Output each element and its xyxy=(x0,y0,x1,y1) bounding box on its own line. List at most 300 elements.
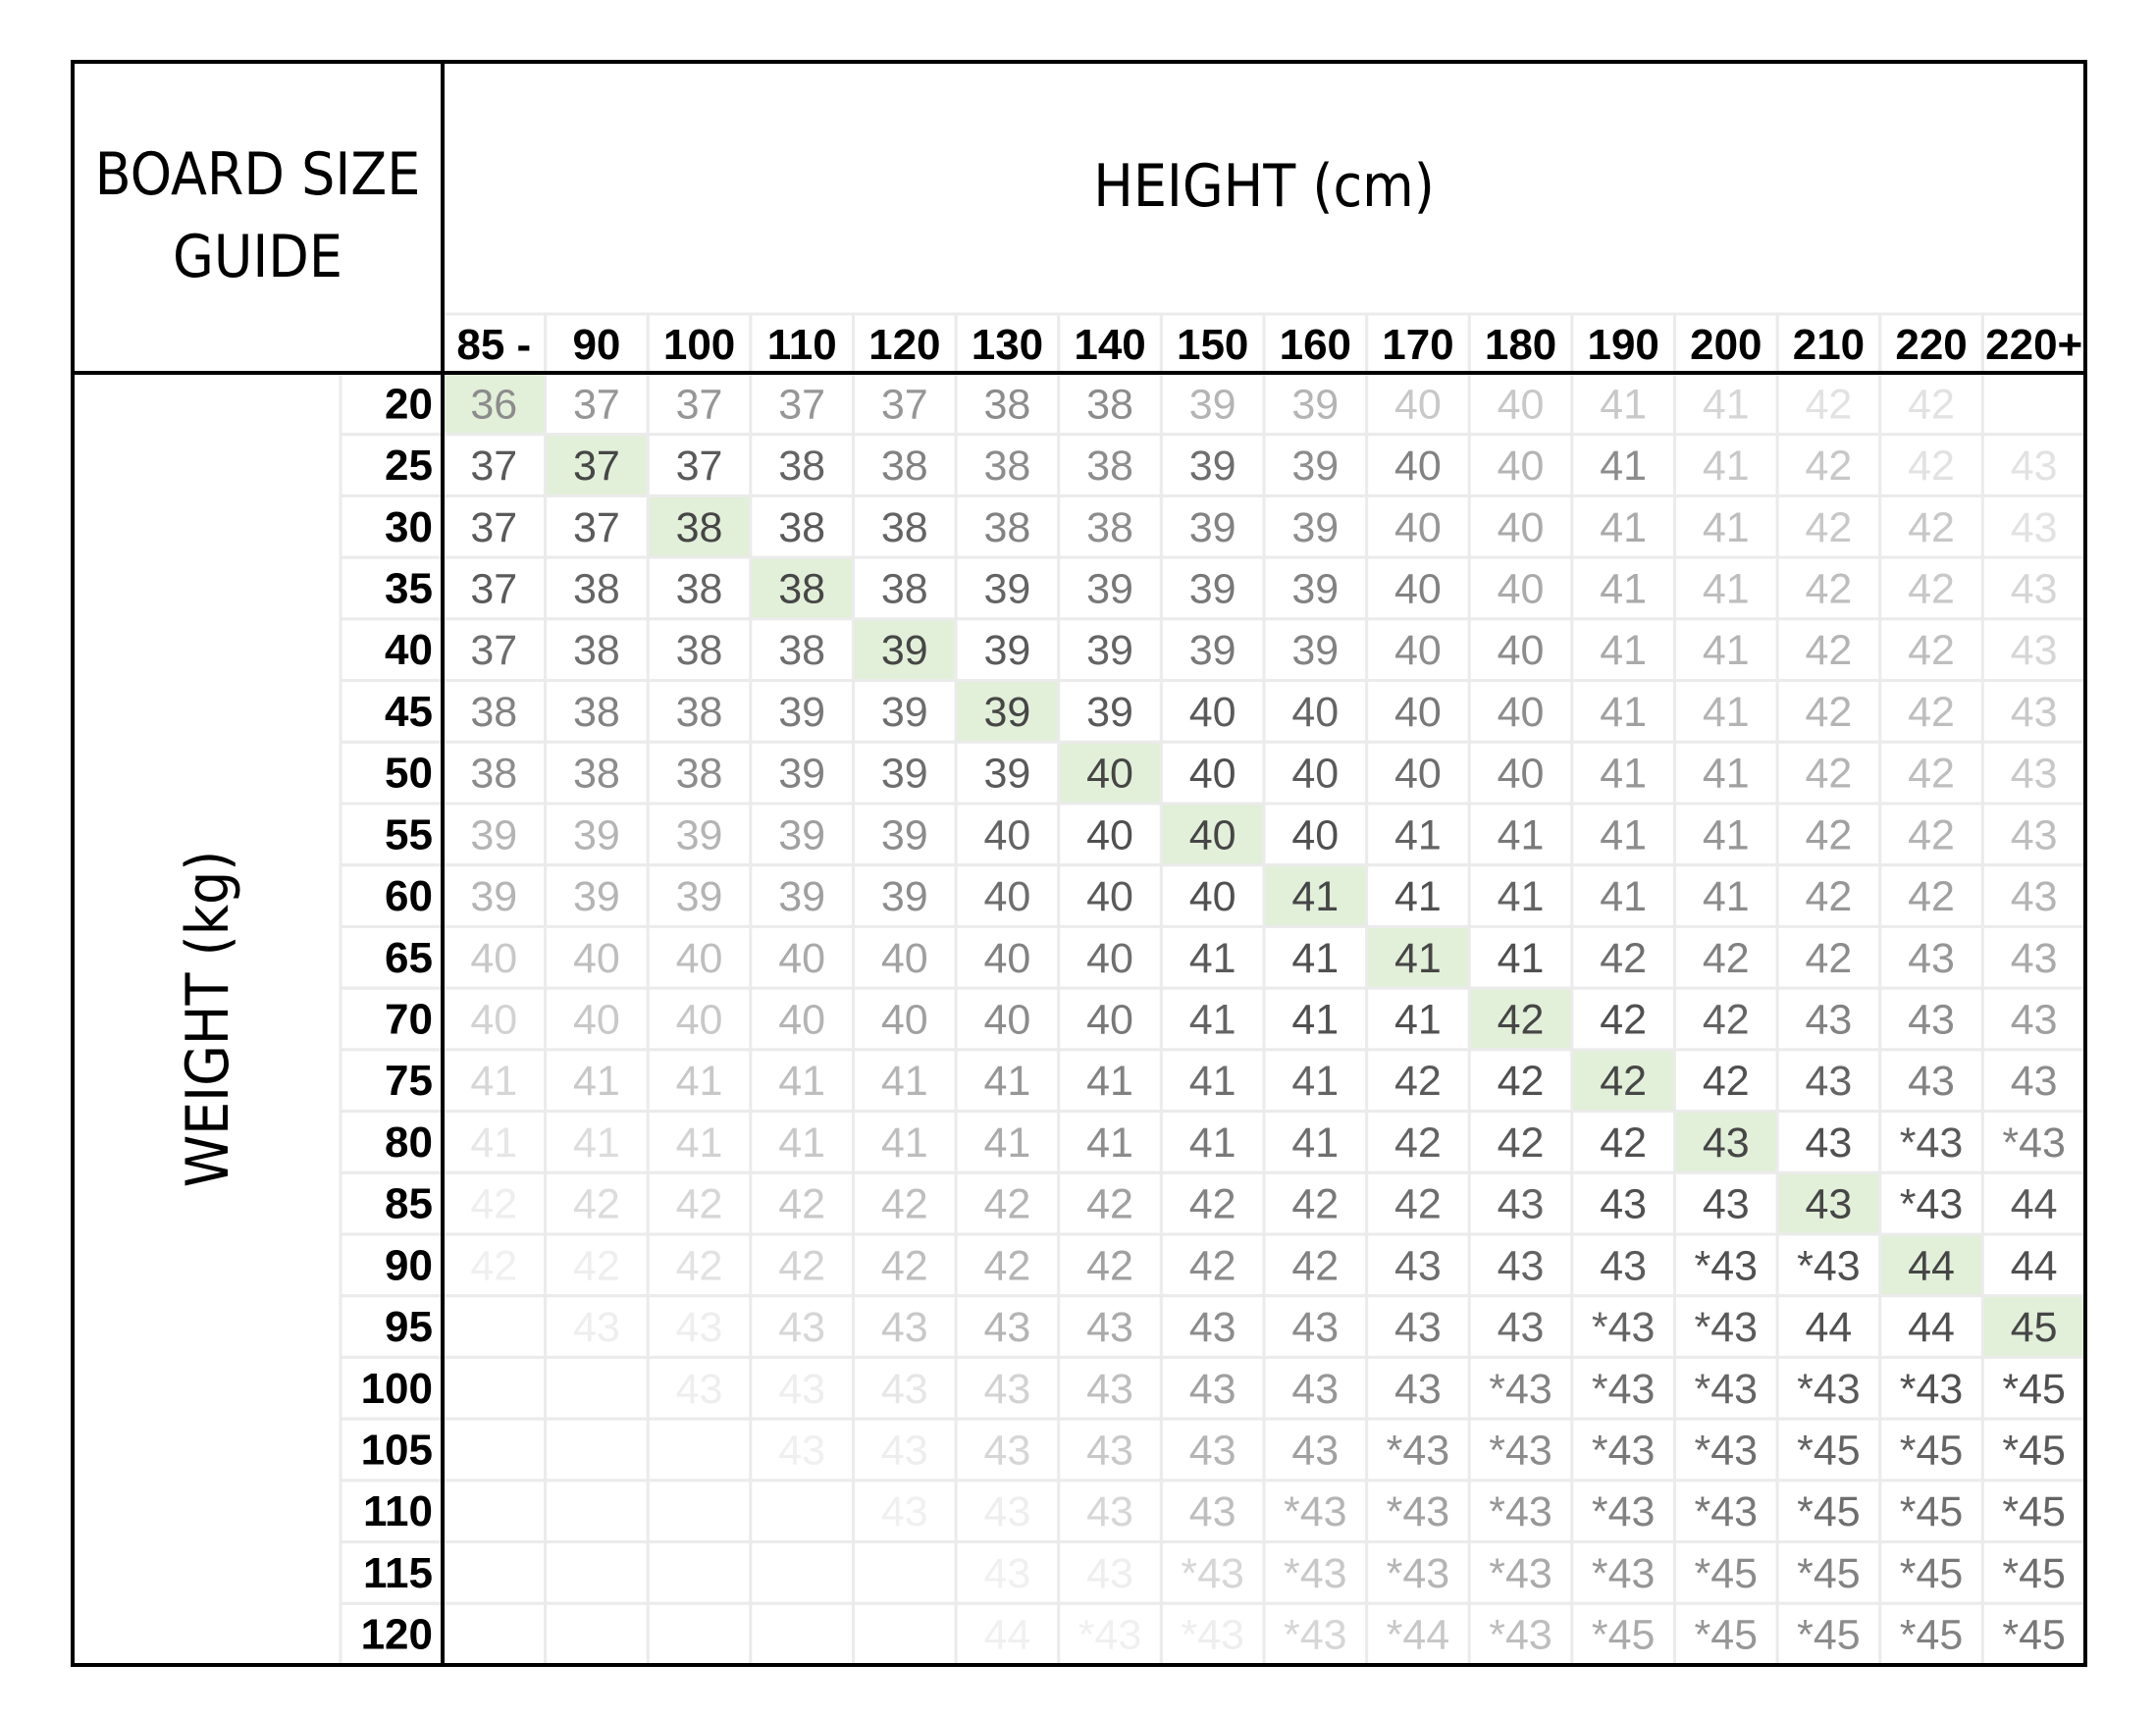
cell-value: 37 xyxy=(470,627,518,675)
cell-value: *45 xyxy=(2002,1427,2066,1475)
cell-value: 43 xyxy=(573,1304,620,1352)
cell-value: 38 xyxy=(675,627,723,675)
cell-value: *45 xyxy=(1797,1427,1861,1475)
cell-value: 38 xyxy=(675,503,723,551)
cell-value: 40 xyxy=(1291,750,1340,798)
cell-value: *43 xyxy=(1284,1488,1347,1536)
cell-value: 40 xyxy=(1497,688,1545,736)
cell-value: 37 xyxy=(470,442,518,491)
cell-value: 42 xyxy=(1908,750,1955,798)
cell-value: 43 xyxy=(1805,1058,1853,1106)
cell-value: 38 xyxy=(880,565,928,613)
cell-value: 42 xyxy=(573,1242,620,1290)
row-header: 55 xyxy=(385,810,433,859)
column-header: 90 xyxy=(572,321,621,369)
cell-value: 41 xyxy=(1600,627,1648,675)
table-cell-bg xyxy=(1982,373,2085,435)
cell-value: 44 xyxy=(983,1611,1031,1659)
cell-value: *45 xyxy=(2002,1549,2066,1597)
column-header: 120 xyxy=(868,321,941,369)
cell-value: 40 xyxy=(1497,750,1545,798)
cell-value: *45 xyxy=(1899,1549,1964,1597)
cell-value: *43 xyxy=(1078,1611,1142,1659)
cell-value: 37 xyxy=(778,381,826,429)
cell-value: 43 xyxy=(1497,1304,1545,1352)
cell-value: 40 xyxy=(573,934,620,982)
cell-value: 42 xyxy=(1086,1180,1133,1228)
cell-value: 37 xyxy=(675,442,723,491)
cell-value: 44 xyxy=(2010,1180,2058,1228)
cell-value: 41 xyxy=(1086,1118,1133,1167)
cell-value: 43 xyxy=(675,1365,723,1413)
cell-value: 41 xyxy=(1600,811,1648,859)
cell-value: 39 xyxy=(1188,565,1236,613)
cell-value: 38 xyxy=(675,688,723,736)
cell-value: 39 xyxy=(1291,565,1340,613)
column-header: 100 xyxy=(662,321,736,369)
cell-value: 42 xyxy=(1291,1242,1340,1290)
cell-value: 39 xyxy=(1291,503,1340,551)
row-header: 110 xyxy=(363,1487,433,1536)
cell-value: *43 xyxy=(1694,1304,1759,1352)
cell-value: 37 xyxy=(573,442,620,491)
cell-value: 43 xyxy=(2010,811,2058,859)
cell-value: *43 xyxy=(1284,1611,1347,1659)
cell-value: 41 xyxy=(1086,1058,1133,1106)
title-line-2: GUIDE xyxy=(173,223,342,291)
cell-value: 43 xyxy=(1805,996,1853,1044)
cell-value: 39 xyxy=(778,811,826,859)
cell-value: 41 xyxy=(1291,1118,1340,1167)
cell-value: 42 xyxy=(1908,381,1955,429)
cell-value: 39 xyxy=(675,811,723,859)
row-header: 100 xyxy=(360,1364,433,1413)
cell-value: 41 xyxy=(1702,873,1750,921)
cell-value: 42 xyxy=(470,1180,518,1228)
cell-value: 41 xyxy=(1600,442,1648,491)
cell-value: 40 xyxy=(1497,442,1545,491)
cell-value: 37 xyxy=(573,381,620,429)
row-header: 75 xyxy=(385,1057,433,1106)
cell-value: 42 xyxy=(1805,503,1853,551)
cell-value: 41 xyxy=(1600,381,1648,429)
cell-value: 39 xyxy=(675,873,723,921)
cell-value: 38 xyxy=(778,503,826,551)
cell-value: 38 xyxy=(573,627,620,675)
cell-value: 42 xyxy=(1086,1242,1133,1290)
cell-value: 40 xyxy=(470,996,518,1044)
cell-value: 42 xyxy=(1600,1118,1648,1167)
cell-value: 42 xyxy=(573,1180,620,1228)
cell-value: 42 xyxy=(675,1242,723,1290)
cell-value: 39 xyxy=(573,811,620,859)
cell-value: 43 xyxy=(1086,1427,1133,1475)
cell-value: 39 xyxy=(1188,627,1236,675)
table-cell-bg xyxy=(751,1603,854,1665)
cell-value: 41 xyxy=(1600,873,1648,921)
row-header: 50 xyxy=(385,749,433,798)
cell-value: 37 xyxy=(880,381,928,429)
cell-value: 41 xyxy=(1702,442,1750,491)
cell-value: 43 xyxy=(2010,750,2058,798)
cell-value: 41 xyxy=(778,1058,826,1106)
cell-value: *43 xyxy=(1489,1611,1552,1659)
cell-value: 40 xyxy=(983,996,1031,1044)
cell-value: 43 xyxy=(983,1365,1031,1413)
cell-value: 38 xyxy=(573,750,620,798)
cell-value: *45 xyxy=(2002,1611,2066,1659)
cell-value: 41 xyxy=(1702,503,1750,551)
cell-value: 38 xyxy=(1086,381,1133,429)
cell-value: 41 xyxy=(1188,934,1236,982)
cell-value: 42 xyxy=(1908,442,1955,491)
cell-value: *43 xyxy=(1591,1427,1656,1475)
row-header: 115 xyxy=(363,1548,433,1597)
row-header: 40 xyxy=(385,626,433,675)
cell-value: 42 xyxy=(1497,996,1545,1044)
cell-value: 41 xyxy=(1702,688,1750,736)
cell-value: 42 xyxy=(1497,1118,1545,1167)
cell-value: 38 xyxy=(983,503,1031,551)
cell-value: 41 xyxy=(470,1058,518,1106)
cell-value: *43 xyxy=(1181,1549,1244,1597)
cell-value: 38 xyxy=(573,565,620,613)
cell-value: 41 xyxy=(880,1118,928,1167)
cell-value: 40 xyxy=(983,811,1031,859)
row-header: 25 xyxy=(385,442,433,491)
cell-value: 41 xyxy=(1188,1118,1236,1167)
cell-value: 41 xyxy=(1702,627,1750,675)
cell-value: 38 xyxy=(778,442,826,491)
cell-value: 40 xyxy=(675,934,723,982)
cell-value: 40 xyxy=(880,934,928,982)
cell-value: 43 xyxy=(1702,1180,1750,1228)
cell-value: *43 xyxy=(1489,1365,1552,1413)
row-header: 105 xyxy=(360,1426,433,1475)
cell-value: 43 xyxy=(880,1488,928,1536)
cell-value: 43 xyxy=(983,1427,1031,1475)
cell-value: 38 xyxy=(880,503,928,551)
cell-value: 42 xyxy=(1600,1058,1648,1106)
cell-value: 39 xyxy=(1188,503,1236,551)
cell-value: 43 xyxy=(880,1427,928,1475)
cell-value: 38 xyxy=(470,750,518,798)
cell-value: 43 xyxy=(983,1304,1031,1352)
cell-value: 42 xyxy=(983,1242,1031,1290)
cell-value: *45 xyxy=(1694,1611,1759,1659)
cell-value: 40 xyxy=(1086,811,1133,859)
cell-value: 41 xyxy=(1702,750,1750,798)
cell-value: 41 xyxy=(880,1058,928,1106)
column-header: 180 xyxy=(1484,321,1557,369)
cell-value: 42 xyxy=(1805,750,1853,798)
table-cell-bg xyxy=(546,1603,649,1665)
cell-value: *45 xyxy=(1694,1549,1759,1597)
cell-value: 42 xyxy=(880,1242,928,1290)
cell-value: *43 xyxy=(1386,1427,1450,1475)
cell-value: 39 xyxy=(983,688,1031,736)
cell-value: *45 xyxy=(1797,1488,1861,1536)
table-cell-bg xyxy=(546,1357,649,1419)
cell-value: 41 xyxy=(1291,934,1340,982)
cell-value: 42 xyxy=(1805,627,1853,675)
cell-value: 43 xyxy=(2010,503,2058,551)
cell-value: 40 xyxy=(1394,627,1442,675)
cell-value: *43 xyxy=(1694,1427,1759,1475)
table-cell-bg xyxy=(546,1419,649,1481)
cell-value: 39 xyxy=(1291,627,1340,675)
row-header: 85 xyxy=(385,1179,433,1228)
table-cell-bg xyxy=(854,1542,957,1604)
cell-value: 43 xyxy=(1188,1488,1236,1536)
cell-value: 43 xyxy=(778,1427,826,1475)
cell-value: 40 xyxy=(1086,873,1133,921)
column-header: 200 xyxy=(1690,321,1762,369)
cell-value: 39 xyxy=(470,811,518,859)
cell-value: 43 xyxy=(1086,1365,1133,1413)
column-header: 190 xyxy=(1587,321,1659,369)
cell-value: *44 xyxy=(1386,1611,1450,1659)
cell-value: 43 xyxy=(1908,934,1955,982)
cell-value: 40 xyxy=(470,934,518,982)
cell-value: 41 xyxy=(1394,996,1442,1044)
column-header: 220 xyxy=(1895,321,1968,369)
row-header: 80 xyxy=(385,1118,433,1167)
cell-value: 40 xyxy=(1188,811,1236,859)
cell-value: 43 xyxy=(983,1488,1031,1536)
cell-value: *45 xyxy=(1899,1488,1964,1536)
cell-value: 42 xyxy=(675,1180,723,1228)
cell-value: 42 xyxy=(1394,1058,1442,1106)
row-header: 60 xyxy=(385,872,433,921)
cell-value: 39 xyxy=(470,873,518,921)
cell-value: *43 xyxy=(1797,1242,1861,1290)
cell-value: *43 xyxy=(1899,1118,1964,1167)
cell-value: 37 xyxy=(573,503,620,551)
cell-value: 39 xyxy=(880,750,928,798)
cell-value: 41 xyxy=(1291,996,1340,1044)
cell-value: 42 xyxy=(1291,1180,1340,1228)
cell-value: 42 xyxy=(1908,873,1955,921)
cell-value: 41 xyxy=(1291,873,1340,921)
cell-value: *43 xyxy=(1386,1488,1450,1536)
cell-value: 39 xyxy=(1086,565,1133,613)
cell-value: 43 xyxy=(675,1304,723,1352)
cell-value: 43 xyxy=(1188,1365,1236,1413)
cell-value: 42 xyxy=(1805,811,1853,859)
cell-value: 41 xyxy=(675,1118,723,1167)
table-cell-bg xyxy=(648,1603,751,1665)
cell-value: 38 xyxy=(675,565,723,613)
cell-value: *43 xyxy=(1797,1365,1861,1413)
cell-value: 43 xyxy=(1702,1118,1750,1167)
cell-value: 40 xyxy=(1497,565,1545,613)
cell-value: 42 xyxy=(1702,934,1750,982)
cell-value: 43 xyxy=(2010,1058,2058,1106)
cell-value: 44 xyxy=(1908,1304,1955,1352)
cell-value: 43 xyxy=(1908,996,1955,1044)
cell-value: 42 xyxy=(1600,934,1648,982)
cell-value: 40 xyxy=(983,934,1031,982)
cell-value: 40 xyxy=(778,996,826,1044)
table-cell-bg xyxy=(648,1542,751,1604)
row-header: 90 xyxy=(385,1241,433,1290)
cell-value: 43 xyxy=(2010,873,2058,921)
cell-value: *43 xyxy=(1489,1488,1552,1536)
cell-value: 40 xyxy=(1086,996,1133,1044)
cell-value: 41 xyxy=(1394,934,1442,982)
cell-value: 42 xyxy=(1702,996,1750,1044)
cell-value: 43 xyxy=(2010,934,2058,982)
cell-value: *43 xyxy=(1284,1549,1347,1597)
cell-value: 38 xyxy=(470,688,518,736)
cell-value: 43 xyxy=(880,1365,928,1413)
cell-value: 37 xyxy=(675,381,723,429)
cell-value: *43 xyxy=(1386,1549,1450,1597)
column-header: 150 xyxy=(1176,321,1249,369)
cell-value: 41 xyxy=(1188,996,1236,1044)
cell-value: 39 xyxy=(1291,442,1340,491)
cell-value: 39 xyxy=(880,688,928,736)
cell-value: 40 xyxy=(675,996,723,1044)
cell-value: 42 xyxy=(1600,996,1648,1044)
row-header: 20 xyxy=(385,380,433,429)
cell-value: 38 xyxy=(1086,503,1133,551)
cell-value: 44 xyxy=(1805,1304,1853,1352)
cell-value: 43 xyxy=(1394,1242,1442,1290)
cell-value: 39 xyxy=(880,873,928,921)
cell-value: 42 xyxy=(1805,688,1853,736)
cell-value: 43 xyxy=(778,1304,826,1352)
cell-value: 39 xyxy=(778,688,826,736)
cell-value: 38 xyxy=(778,565,826,613)
cell-value: *43 xyxy=(1489,1427,1552,1475)
cell-value: *45 xyxy=(1797,1611,1861,1659)
cell-value: 42 xyxy=(1805,442,1853,491)
cell-value: 38 xyxy=(778,627,826,675)
cell-value: 43 xyxy=(1291,1365,1340,1413)
cell-value: 42 xyxy=(1805,565,1853,613)
cell-value: 43 xyxy=(1086,1549,1133,1597)
cell-value: 39 xyxy=(778,750,826,798)
cell-value: 40 xyxy=(1394,381,1442,429)
cell-value: 41 xyxy=(1497,873,1545,921)
title-line-1: BOARD SIZE xyxy=(94,140,421,209)
cell-value: 43 xyxy=(1600,1242,1648,1290)
cell-value: 41 xyxy=(1702,811,1750,859)
table-cell-bg xyxy=(546,1481,649,1542)
cell-value: 40 xyxy=(1086,934,1133,982)
cell-value: 43 xyxy=(2010,565,2058,613)
column-header: 160 xyxy=(1279,321,1352,369)
cell-value: 39 xyxy=(880,811,928,859)
row-header: 70 xyxy=(385,995,433,1044)
cell-value: *43 xyxy=(1489,1549,1552,1597)
table-title xyxy=(95,140,421,291)
cell-value: 36 xyxy=(470,381,518,429)
cell-value: 43 xyxy=(1291,1304,1340,1352)
cell-value: 41 xyxy=(1291,1058,1340,1106)
cell-value: 40 xyxy=(1394,442,1442,491)
row-header: 65 xyxy=(385,933,433,982)
cell-value: *43 xyxy=(1899,1180,1964,1228)
cell-value: 43 xyxy=(1394,1304,1442,1352)
cell-value: 38 xyxy=(675,750,723,798)
cell-value: 41 xyxy=(983,1058,1031,1106)
cell-value: 41 xyxy=(573,1058,620,1106)
cell-value: 42 xyxy=(1908,811,1955,859)
cell-value: *43 xyxy=(1181,1611,1244,1659)
cell-value: 43 xyxy=(2010,996,2058,1044)
cell-value: 43 xyxy=(880,1304,928,1352)
cell-value: 40 xyxy=(1497,503,1545,551)
table-cell-bg xyxy=(648,1419,751,1481)
cell-value: *43 xyxy=(1694,1488,1759,1536)
table-cell-bg xyxy=(546,1542,649,1604)
cell-value: 42 xyxy=(1394,1118,1442,1167)
column-header: 210 xyxy=(1792,321,1866,369)
cell-value: 39 xyxy=(983,565,1031,613)
cell-value: 43 xyxy=(1291,1427,1340,1475)
cell-value: 40 xyxy=(1394,503,1442,551)
column-header: 140 xyxy=(1074,321,1146,369)
row-header: 95 xyxy=(385,1303,433,1352)
cell-value: 40 xyxy=(1188,873,1236,921)
cell-value: *45 xyxy=(1591,1611,1656,1659)
cell-value: 41 xyxy=(1600,503,1648,551)
cell-value: 39 xyxy=(983,750,1031,798)
table-cell-bg xyxy=(443,1542,546,1604)
cell-value: 42 xyxy=(1908,565,1955,613)
row-header: 120 xyxy=(360,1610,433,1659)
cell-value: 41 xyxy=(1394,873,1442,921)
cell-value: 42 xyxy=(1805,381,1853,429)
cell-value: 38 xyxy=(1086,442,1133,491)
cell-value: 43 xyxy=(2010,442,2058,491)
cell-value: 42 xyxy=(1702,1058,1750,1106)
cell-value: *43 xyxy=(1694,1365,1759,1413)
cell-value: 40 xyxy=(1291,811,1340,859)
table-cell-bg xyxy=(751,1481,854,1542)
table-cell-bg xyxy=(648,1481,751,1542)
cell-value: 41 xyxy=(1702,381,1750,429)
cell-value: 39 xyxy=(1086,627,1133,675)
row-header: 35 xyxy=(385,564,433,613)
cell-value: 41 xyxy=(1600,565,1648,613)
x-axis-title: HEIGHT (cm) xyxy=(1093,152,1435,221)
cell-value: 41 xyxy=(1702,565,1750,613)
cell-value: 39 xyxy=(1188,442,1236,491)
cell-value: 39 xyxy=(1188,381,1236,429)
table-cell-bg xyxy=(443,1419,546,1481)
table-cell-bg xyxy=(854,1603,957,1665)
cell-value: 41 xyxy=(778,1118,826,1167)
cell-value: 43 xyxy=(1497,1242,1545,1290)
cell-value: 39 xyxy=(880,627,928,675)
cell-value: 43 xyxy=(1086,1488,1133,1536)
cell-value: 40 xyxy=(1497,627,1545,675)
cell-value: 40 xyxy=(1188,750,1236,798)
cell-value: 40 xyxy=(1394,688,1442,736)
cell-value: 40 xyxy=(778,934,826,982)
cell-value: 42 xyxy=(1805,934,1853,982)
cell-value: 42 xyxy=(1394,1180,1442,1228)
cell-value: 43 xyxy=(778,1365,826,1413)
cell-value: 41 xyxy=(983,1118,1031,1167)
cell-value: 43 xyxy=(1497,1180,1545,1228)
cell-value: 40 xyxy=(1497,381,1545,429)
cell-value: 41 xyxy=(1600,688,1648,736)
